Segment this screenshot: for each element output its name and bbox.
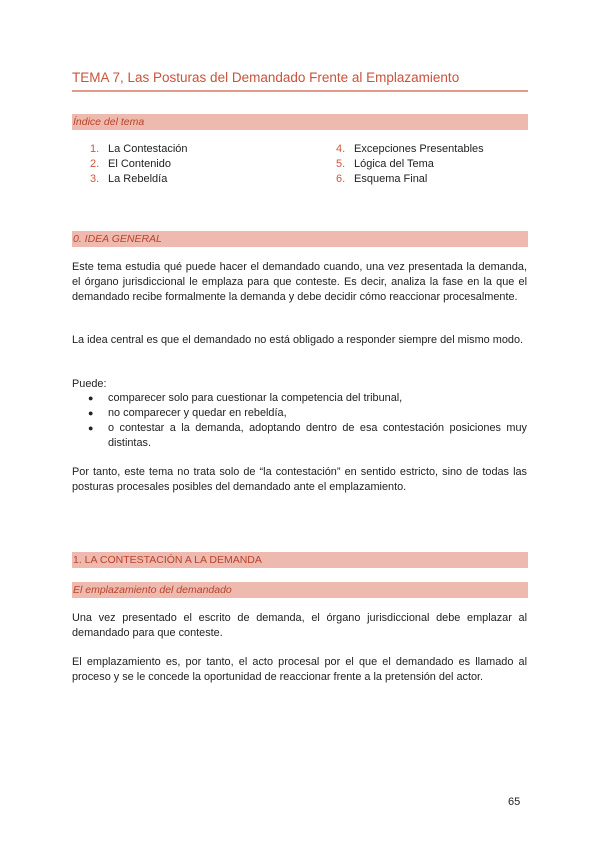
toc-item-2: 2. El Contenido — [90, 158, 171, 170]
toc-column-right — [336, 142, 484, 187]
section-0-paragraph-2: La idea central es que el demandado no está obligado a responder siempre del mismo modo. — [72, 334, 524, 346]
section-1-heading: 1. LA CONTESTACIÓN A LA DEMANDA — [72, 552, 528, 568]
list-item: ● comparecer solo para cuestionar la competencia del tribunal, — [88, 392, 403, 404]
list-item: ● no comparecer y quedar en rebeldía, — [88, 407, 287, 419]
page-number: 65 — [508, 796, 521, 808]
section-1-paragraph-2: El emplazamiento es, por tanto, el acto procesal por el que el demandado es llamado al proceso y se le concede la oportunidad de reaccionar frente a la pretensión del actor. — [72, 656, 527, 683]
list-item: ● o contestar a la demanda, adoptando dentro de esa contestación posiciones muy distintas. — [88, 422, 527, 449]
bullet-icon: ● — [88, 408, 94, 418]
toc-item-5: 5. Lógica del Tema — [336, 158, 434, 170]
section-0-heading: 0. IDEA GENERAL — [72, 231, 528, 247]
page-title: TEMA 7, Las Posturas del Demandado Frente al Emplazamiento — [72, 70, 528, 92]
toc-item-4: 4. Excepciones Presentables — [336, 143, 484, 155]
toc-item-3: 3. La Rebeldía — [90, 173, 168, 185]
bullet-icon: ● — [88, 423, 94, 433]
toc-column-left — [90, 142, 188, 187]
section-1-subheading: El emplazamiento del demandado — [72, 582, 528, 598]
index-heading: Índice del tema — [72, 114, 528, 130]
toc-item-6: 6. Esquema Final — [336, 173, 428, 185]
section-1-paragraph-1: Una vez presentado el escrito de demanda, el órgano jurisdiccional debe emplazar al demandado para que conteste. — [72, 612, 527, 639]
bullet-list — [72, 391, 527, 451]
section-0-paragraph-1: Este tema estudia qué puede hacer el demandado cuando, una vez presentada la demanda, el órgano jurisdiccional le emplaza para que conteste. Es decir, analiza la fase en la que el demandado recibe formalmente la demanda y debe decidir cómo reaccionar procesalmente. — [72, 261, 527, 303]
section-0-paragraph-4: Por tanto, este tema no trata solo de “la contestación” en sentido estricto, sino de todas las posturas procesales posibles del demandado ante el emplazamiento. — [72, 466, 527, 493]
section-0-paragraph-3: Puede: — [72, 378, 107, 390]
toc-item-1: 1. La Contestación — [90, 143, 188, 155]
bullet-icon: ● — [88, 393, 94, 403]
